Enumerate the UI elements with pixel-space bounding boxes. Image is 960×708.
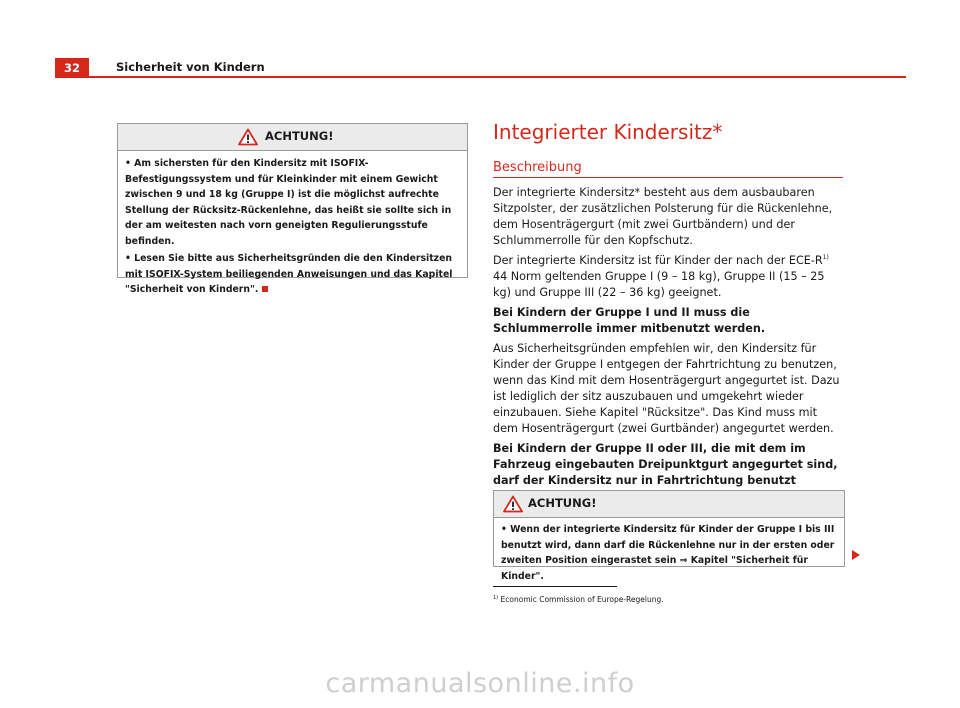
warning-box-isofix: [117, 123, 468, 295]
page-header: [55, 58, 852, 78]
paragraph-headrest-note: Bei Kindern der Gruppe I und II muss die Schlummerrolle immer mitbenutzt werden.: [493, 306, 766, 335]
subsection-rule: [493, 177, 843, 178]
footnote-ref[interactable]: 1): [822, 254, 829, 261]
footnote-rule: [493, 586, 617, 587]
paragraph-recommendation: Aus Sicherheitsgründen empfehlen wir, den Kindersitz für Kinder der Gruppe I entgegen der Fahrtrichtung zu benutzen, wenn das Kind mit dem Hosenträgergurt angegurtet ist. Dazu ist lediglich der sitz auszubauen und umgekehrt wieder einzubauen. Siehe Kapitel "Rücksitze". Das Kind muss mit dem Hosenträgergurt (zwei Gurtbänder) angegurtet werden.: [493, 342, 840, 435]
end-square-icon: [262, 286, 268, 292]
warning-box-backrest: [493, 490, 845, 582]
warning-title: ACHTUNG!: [265, 129, 334, 143]
section-title: Integrierter Kindersitz*: [493, 120, 723, 144]
header-rule: [89, 76, 906, 78]
footnote: [493, 595, 664, 604]
footnote-marker: 1): [493, 595, 499, 601]
warning-triangle-icon: [238, 128, 258, 146]
paragraph-groups-text: Der integrierte Kindersitz ist für Kinder der nach der ECE-R: [493, 254, 823, 267]
warning-header: [494, 491, 844, 518]
subsection-title: Beschreibung: [493, 160, 582, 175]
warning-header: [118, 124, 467, 151]
warning-text: [125, 156, 460, 298]
paragraph-groups-text-2: 44 Norm geltenden Gruppe I (9 – 18 kg), Gruppe II (15 – 25 kg) und Gruppe III (22 – 36 kg) geeignet.: [493, 270, 825, 299]
footnote-text: Economic Commission of Europe-Regelung.: [498, 595, 664, 604]
warning-triangle-icon: [503, 495, 523, 513]
watermark: carmanualsonline.info: [325, 668, 635, 699]
warning-item: • Am sichersten für den Kindersitz mit ISOFIX-Befestigungssystem und für Kleinkinder mit einem Gewicht zwischen 9 und 18 kg (Gruppe I) ist die möglichst aufrechte Stellung der Rücksitz-Rückenlehne, das heißt sie sollte sich in der am weitesten nach vorn geneigten Regulierungsstufe befinden.: [125, 158, 452, 247]
page-title: Sicherheit von Kindern: [116, 60, 265, 74]
page-number: 32: [55, 58, 89, 78]
body-text: [493, 185, 845, 509]
warning-title: ACHTUNG!: [528, 496, 597, 510]
paragraph-groups: [493, 253, 845, 301]
paragraph-description: Der integrierte Kindersitz* besteht aus dem ausbaubaren Sitzpolster, der zusätzlichen Polsterung für die Rückenlehne, dem Hosenträgergurt (mit zwei Gurtbändern) und der Schlummerrolle für den Kopfschutz.: [493, 186, 833, 247]
warning-item-text: • Lesen Sie bitte aus Sicherheitsgründen die den Kindersitzen mit ISOFIX-System beiliegenden Anweisungen und das Kapitel "Sicherheit von Kindern".: [125, 253, 453, 295]
paragraph-direction-note: Bei Kindern der Gruppe II oder III, die mit dem im Fahrzeug eingebauten Dreipunktgurt angegurtet sind, darf der Kindersitz nur in Fahrtrichtung benutzt: [493, 442, 838, 487]
warning-text: [501, 522, 837, 584]
warning-item-last: [125, 251, 460, 298]
warning-item: • Wenn der integrierte Kindersitz für Kinder der Gruppe I bis III benutzt wird, dann darf die Rückenlehne nur in der ersten oder zweiten Position eingerastet sein ⇒ Kapitel "Sicherheit für Kinder".: [501, 524, 835, 582]
triangle-right-icon: [852, 550, 860, 560]
